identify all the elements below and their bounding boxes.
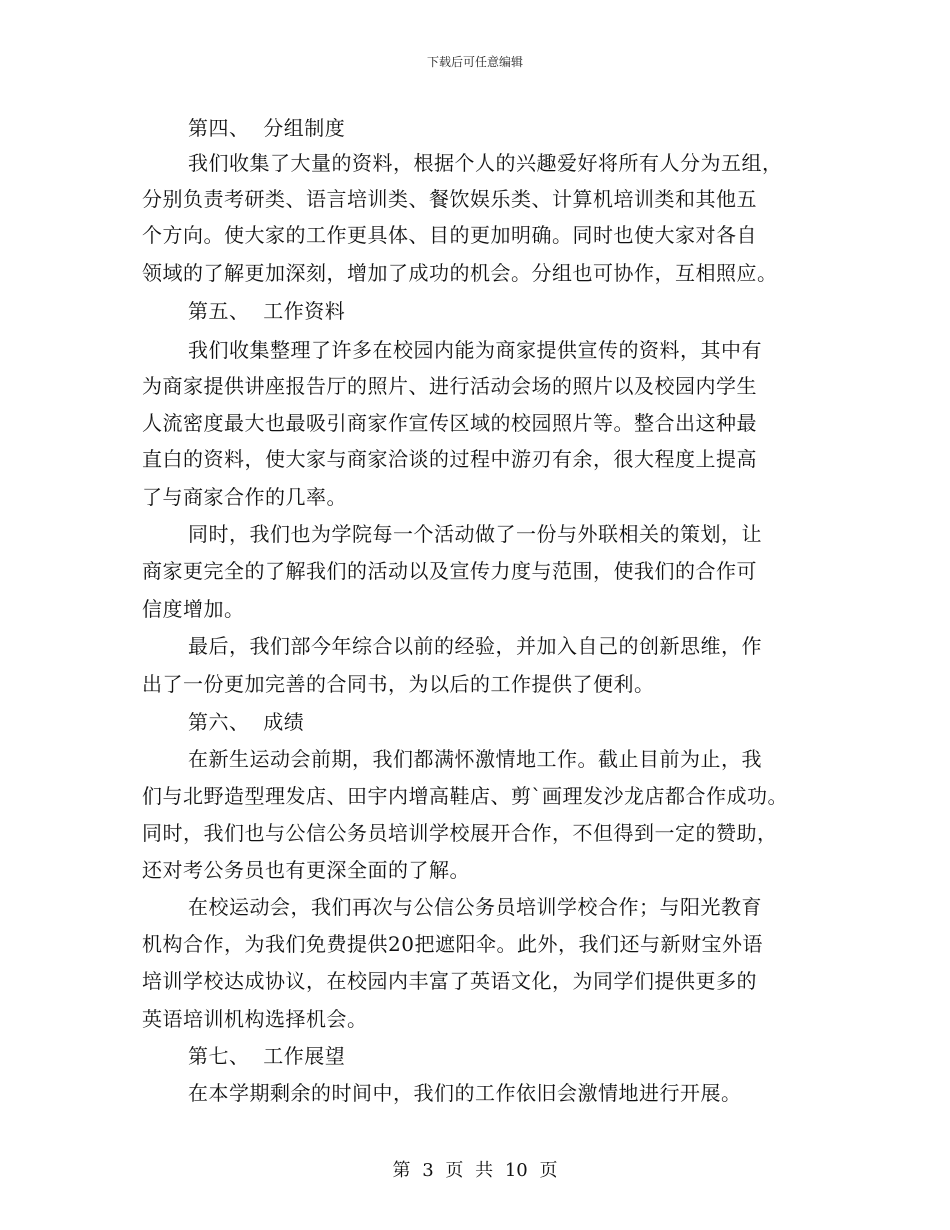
paragraph-line: 直白的资料，使大家与商家洽谈的过程中游刃有余，很大程度上提高 (142, 447, 757, 471)
section-heading: 第五、 工作资料 (188, 299, 346, 323)
paragraph-line: 我们收集了大量的资料，根据个人的兴趣爱好将所有人分为五组， (188, 151, 783, 175)
paragraph-line: 英语培训机构选择机会。 (142, 1007, 368, 1031)
paragraph-line: 商家更完全的了解我们的活动以及宣传力度与范围，使我们的合作可 (142, 559, 757, 583)
paragraph-line: 人流密度最大也最吸引商家作宣传区域的校园照片等。整合出这种最 (142, 411, 757, 435)
paragraph-line: 了与商家合作的几率。 (142, 485, 347, 509)
paragraph-line: 培训学校达成协议，在校园内丰富了英语文化，为同学们提供更多的 (142, 969, 757, 993)
page-header: 下载后可任意编辑 (426, 55, 523, 69)
paragraph-line: 在本学期剩余的时间中，我们的工作依旧会激情地进行开展。 (188, 1081, 742, 1105)
paragraph-line: 们与北野造型理发店、田宇内增高鞋店、剪`画理发沙龙店都合作成功。 (142, 784, 788, 808)
paragraph-line: 领域的了解更加深刻，增加了成功的机会。分组也可协作，互相照应。 (142, 261, 778, 285)
paragraph-line: 出了一份更加完善的合同书，为以后的工作提供了便利。 (142, 672, 655, 696)
paragraph-line: 在校运动会，我们再次与公信公务员培训学校合作；与阳光教育 (188, 895, 762, 919)
paragraph-line: 还对考公务员也有更深全面的了解。 (142, 858, 470, 882)
page-footer: 第 3 页 共 10 页 (392, 1160, 558, 1181)
paragraph-line: 信度增加。 (142, 597, 245, 621)
paragraph-line: 我们收集整理了许多在校园内能为商家提供宣传的资料，其中有 (188, 338, 762, 362)
paragraph-line: 在新生运动会前期，我们都满怀激情地工作。截止目前为止，我 (188, 747, 762, 771)
paragraph-line: 同时，我们也与公信公务员培训学校展开合作，不但得到一定的赞助， (142, 821, 778, 845)
paragraph-line: 机构合作，为我们免费提供20把遮阳伞。此外，我们还与新财宝外语 (142, 932, 763, 956)
paragraph-line: 分别负责考研类、语言培训类、餐饮娱乐类、计算机培训类和其他五 (142, 187, 757, 211)
section-heading: 第六、 成绩 (188, 710, 305, 734)
paragraph-line: 为商家提供讲座报告厅的照片、进行活动会场的照片以及校园内学生 (142, 374, 757, 398)
section-heading: 第七、 工作展望 (188, 1044, 346, 1068)
paragraph-line: 最后，我们部今年综合以前的经验，并加入自己的创新思维，作 (188, 634, 762, 658)
section-heading: 第四、 分组制度 (188, 116, 346, 140)
paragraph-line: 个方向。使大家的工作更具体、目的更加明确。同时也使大家对各自 (142, 223, 757, 247)
paragraph-line: 同时，我们也为学院每一个活动做了一份与外联相关的策划，让 (188, 522, 762, 546)
